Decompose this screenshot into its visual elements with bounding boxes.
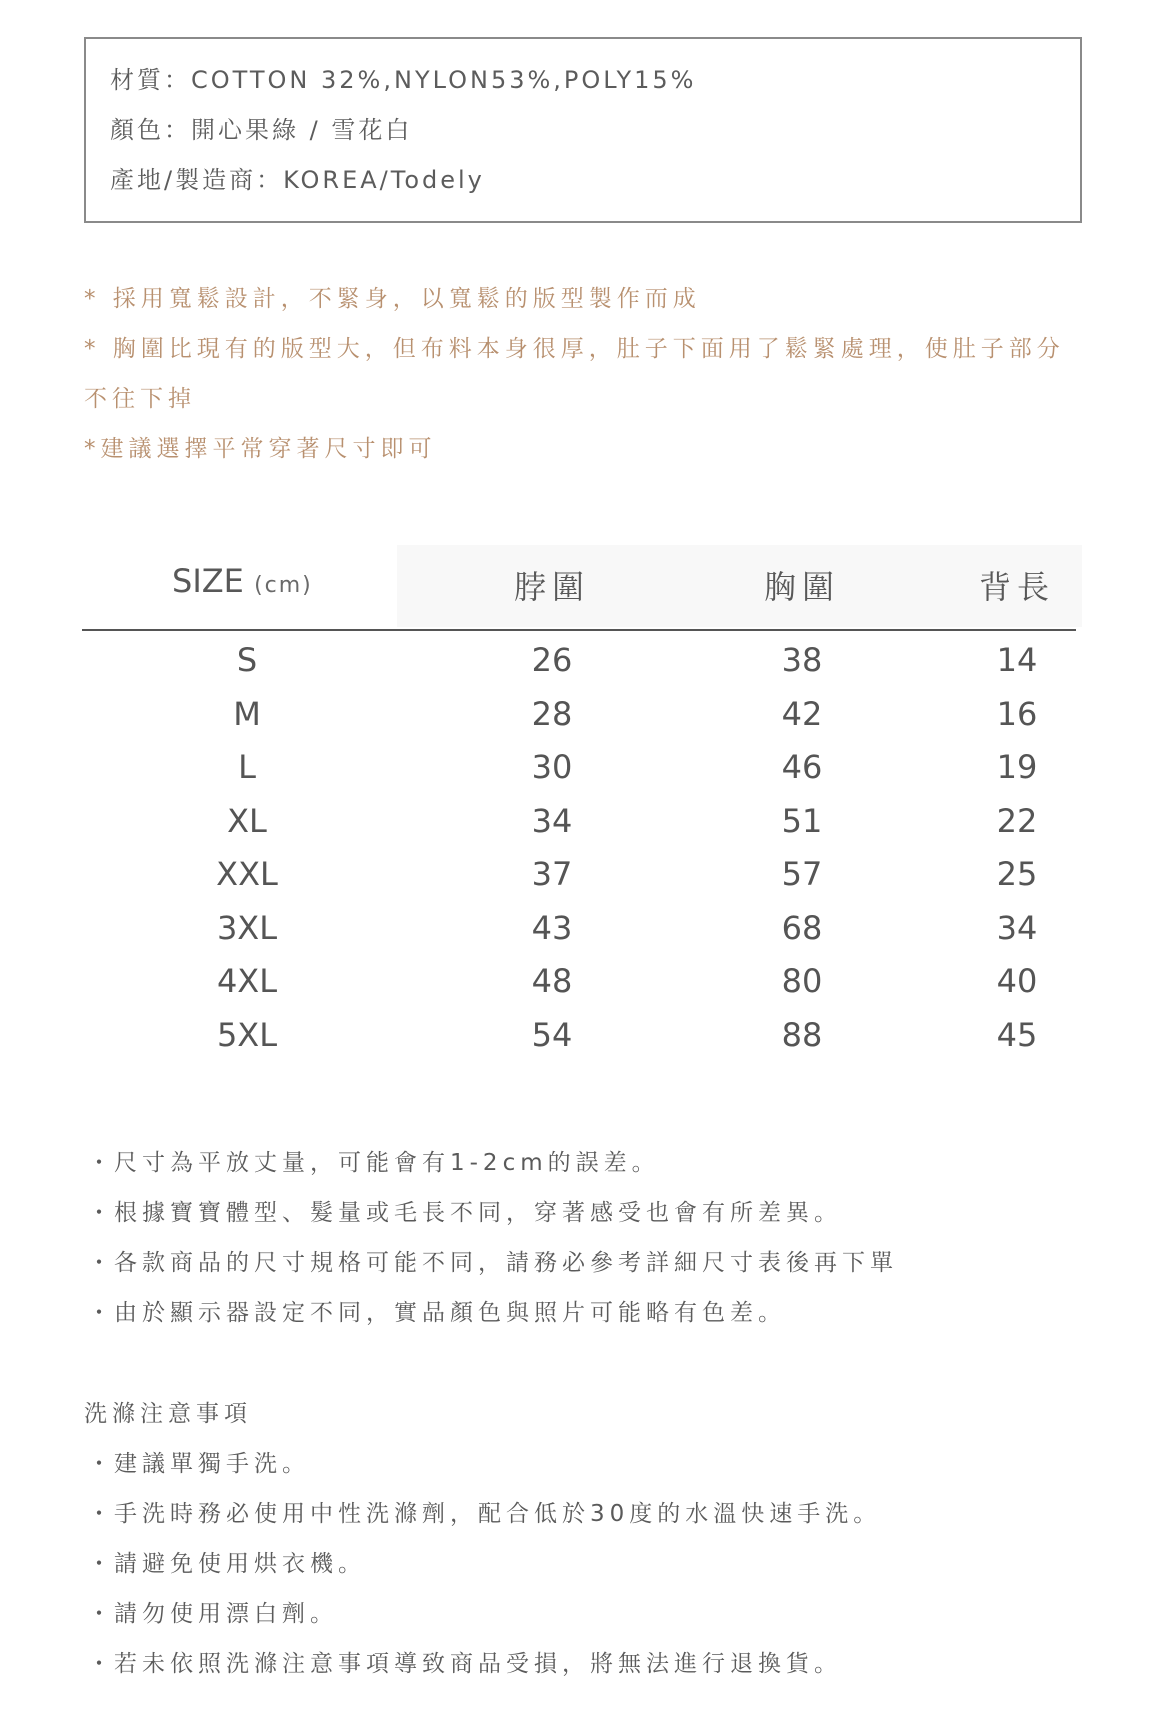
table-row bbox=[82, 690, 1076, 744]
size-note-text: 由於顯示器設定不同，實品顏色與照片可能略有色差。 bbox=[114, 1300, 786, 1326]
wash-item-text: 若未依照洗滌注意事項導致商品受損，將無法進行退換貨。 bbox=[114, 1651, 842, 1677]
feature-note: *建議選擇平常穿著尺寸即可 bbox=[84, 436, 437, 462]
cell-neck: 28 bbox=[531, 694, 573, 733]
size-note bbox=[84, 1288, 1084, 1338]
table-row bbox=[82, 850, 1076, 904]
wash-item-text: 手洗時務必使用中性洗滌劑，配合低於30度的水溫快速手洗。 bbox=[114, 1501, 882, 1527]
header-back: 背長 bbox=[978, 568, 1055, 606]
header-unit: (cm) bbox=[254, 573, 313, 598]
cell-chest: 46 bbox=[781, 748, 823, 786]
cell-chest: 42 bbox=[781, 694, 823, 733]
table-row bbox=[82, 797, 1076, 851]
wash-item-text: 建議單獨手洗。 bbox=[114, 1451, 310, 1477]
wash-item-text: 請勿使用漂白劑。 bbox=[114, 1601, 338, 1627]
wash-item bbox=[84, 1589, 1084, 1639]
header-size bbox=[172, 562, 372, 600]
origin-text: 產地/製造商：KOREA/Todely bbox=[110, 166, 485, 194]
cell-back: 16 bbox=[996, 694, 1038, 733]
table-row bbox=[82, 636, 1076, 690]
wash-item bbox=[84, 1639, 1084, 1689]
cell-back: 19 bbox=[996, 748, 1038, 786]
size-table-header bbox=[82, 540, 1076, 630]
cell-size: 5XL bbox=[216, 1015, 278, 1054]
cell-back: 45 bbox=[996, 1015, 1038, 1054]
material-text: 材質：COTTON 32%,NYLON53%,POLY15% bbox=[110, 66, 697, 94]
size-table-body bbox=[82, 636, 1076, 1064]
cell-back: 40 bbox=[996, 962, 1038, 1000]
cell-neck: 30 bbox=[531, 748, 573, 786]
header-chest: 胸圍 bbox=[763, 568, 840, 606]
cell-size: 4XL bbox=[216, 962, 278, 1000]
wash-list bbox=[84, 1439, 1084, 1689]
cell-chest: 38 bbox=[781, 641, 823, 679]
wash-item bbox=[84, 1489, 1084, 1539]
bullet-dot: ・ bbox=[87, 1250, 111, 1276]
wash-section bbox=[84, 1389, 1084, 1689]
bullet-dot: ・ bbox=[87, 1651, 111, 1677]
table-row bbox=[82, 904, 1076, 958]
feature-note: * 胸圍比現有的版型大，但布料本身很厚，肚子下面用了鬆緊處理，使肚子部分 bbox=[84, 336, 1065, 362]
table-row bbox=[82, 743, 1076, 797]
cell-neck: 43 bbox=[531, 908, 573, 947]
cell-chest: 68 bbox=[781, 908, 823, 947]
cell-neck: 37 bbox=[531, 855, 573, 893]
bullet-dot: ・ bbox=[87, 1150, 111, 1176]
size-table bbox=[82, 540, 1076, 1060]
feature-note: * 採用寬鬆設計，不緊身，以寬鬆的版型製作而成 bbox=[84, 286, 701, 312]
cell-chest: 57 bbox=[781, 855, 823, 893]
wash-item bbox=[84, 1539, 1084, 1589]
cell-size: 3XL bbox=[216, 908, 278, 947]
bullet-dot: ・ bbox=[87, 1501, 111, 1527]
bullet-dot: ・ bbox=[87, 1551, 111, 1577]
cell-back: 34 bbox=[996, 908, 1038, 947]
cell-back: 14 bbox=[996, 641, 1038, 679]
wash-item-text: 請避免使用烘衣機。 bbox=[114, 1551, 366, 1577]
cell-size: S bbox=[236, 641, 258, 679]
product-info-box bbox=[84, 37, 1082, 223]
header-divider bbox=[82, 629, 1076, 631]
feature-note: 不往下掉 bbox=[84, 386, 196, 412]
cell-chest: 51 bbox=[781, 801, 823, 840]
cell-chest: 88 bbox=[781, 1015, 823, 1054]
cell-neck: 54 bbox=[531, 1015, 573, 1054]
bullet-dot: ・ bbox=[87, 1300, 111, 1326]
size-note bbox=[84, 1138, 1084, 1188]
cell-chest: 80 bbox=[781, 962, 823, 1000]
bullet-dot: ・ bbox=[87, 1200, 111, 1226]
bullet-dot: ・ bbox=[87, 1601, 111, 1627]
size-note-text: 各款商品的尺寸規格可能不同，請務必參考詳細尺寸表後再下單 bbox=[114, 1250, 898, 1276]
size-note-text: 尺寸為平放丈量，可能會有1-2cm的誤差。 bbox=[114, 1150, 660, 1176]
size-note bbox=[84, 1238, 1084, 1288]
cell-back: 25 bbox=[996, 855, 1038, 893]
table-row bbox=[82, 1011, 1076, 1065]
header-neck: 脖圍 bbox=[513, 568, 590, 606]
size-notes bbox=[84, 1138, 1084, 1338]
color-text: 顏色：開心果綠 / 雪花白 bbox=[110, 116, 413, 144]
size-note bbox=[84, 1188, 1084, 1238]
cell-size: XL bbox=[227, 801, 267, 840]
cell-neck: 34 bbox=[531, 801, 573, 840]
size-note-text: 根據寶寶體型、髮量或毛長不同，穿著感受也會有所差異。 bbox=[114, 1200, 842, 1226]
cell-back: 22 bbox=[996, 801, 1038, 840]
wash-title: 洗滌注意事項 bbox=[84, 1401, 252, 1427]
cell-size: M bbox=[233, 694, 261, 733]
cell-neck: 48 bbox=[531, 962, 573, 1000]
header-size-label: SIZE bbox=[172, 562, 244, 600]
table-row bbox=[82, 957, 1076, 1011]
wash-item bbox=[84, 1439, 1084, 1489]
cell-size: XXL bbox=[216, 855, 278, 893]
cell-size: L bbox=[238, 748, 256, 786]
bullet-dot: ・ bbox=[87, 1451, 111, 1477]
cell-neck: 26 bbox=[531, 641, 573, 679]
feature-notes bbox=[84, 274, 1084, 474]
